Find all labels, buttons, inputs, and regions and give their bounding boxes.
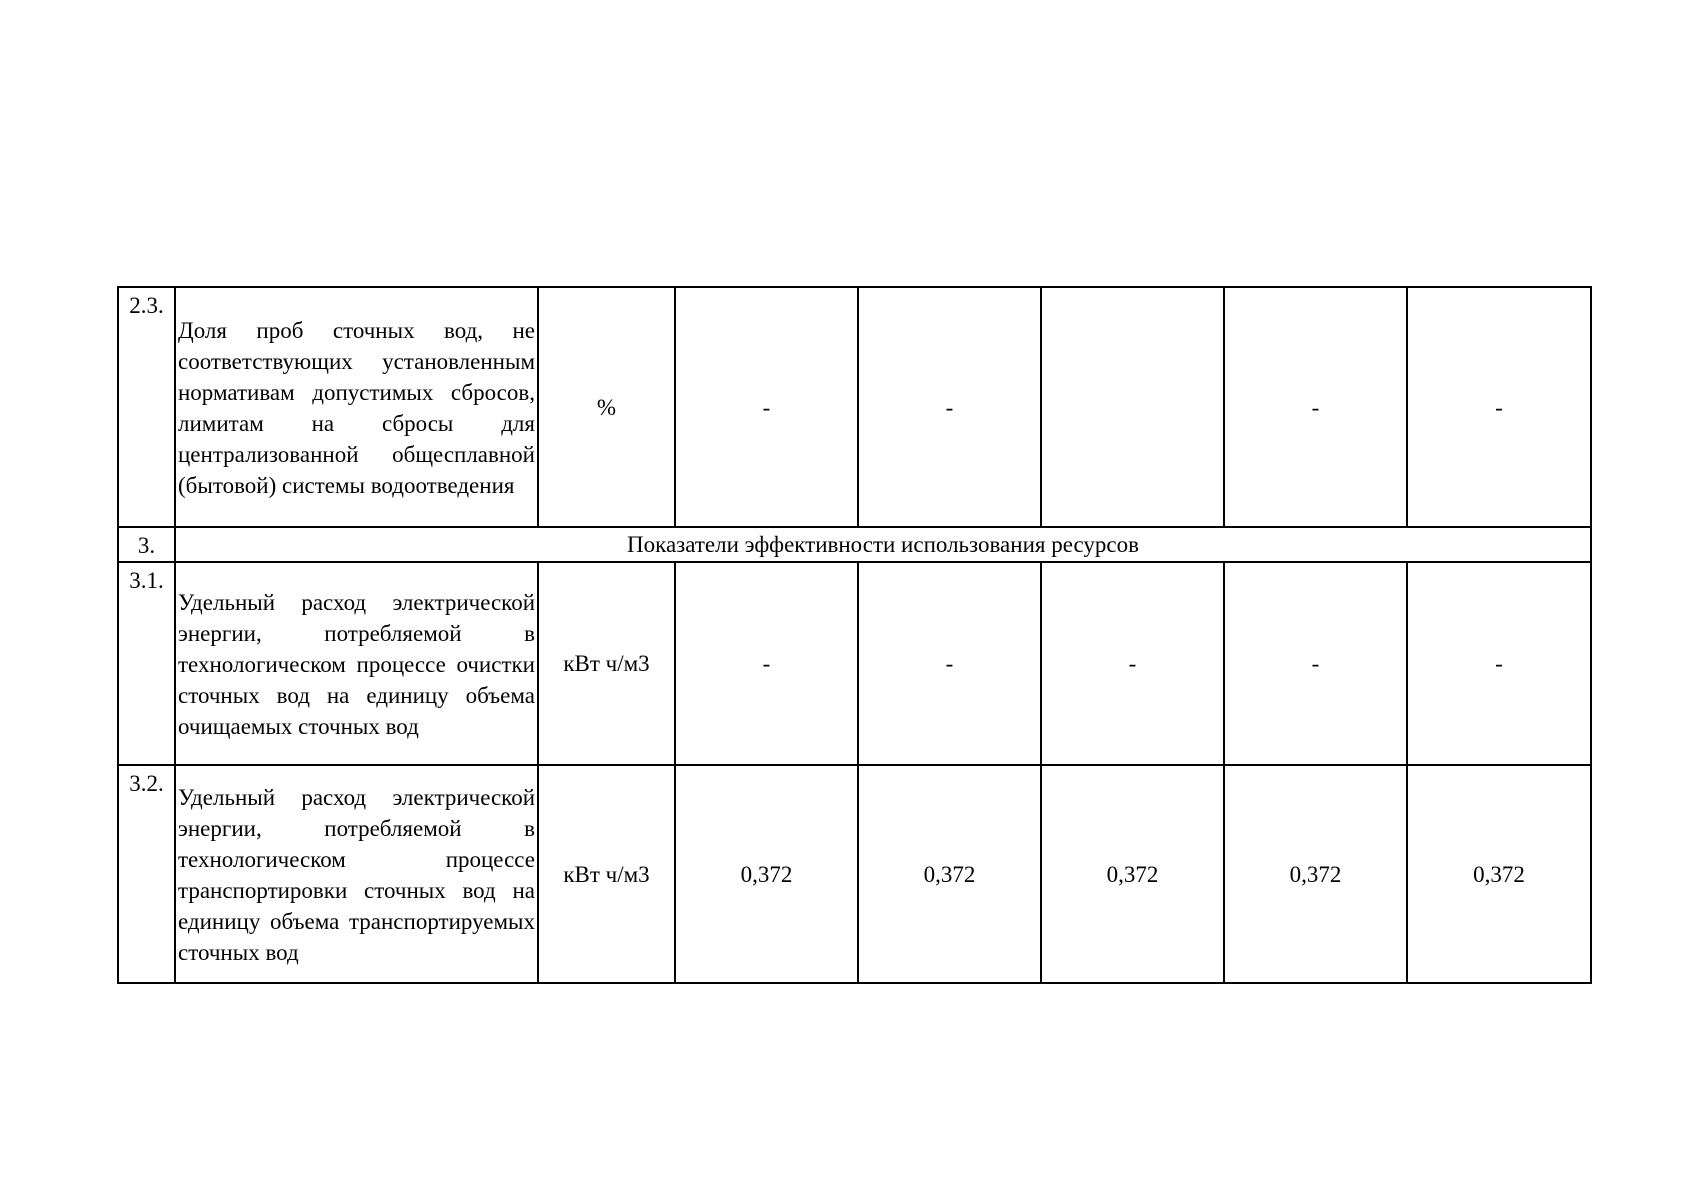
row-number: 2.3.: [118, 287, 175, 527]
value-cell: -: [1041, 562, 1224, 765]
value-cell: 0,372: [1224, 765, 1407, 983]
value-cell: -: [1224, 287, 1407, 527]
value-cell: -: [675, 562, 858, 765]
indicator-description: Удельный расход электрической энергии, потребляемой в технологическом процессе очистки сточных вод на единицу объема очищаемых сточных вод: [175, 562, 538, 765]
value-cell: -: [1224, 562, 1407, 765]
indicators-table-wrapper: [117, 286, 1590, 984]
value-cell: -: [858, 562, 1041, 765]
unit-cell: кВт ч/м3: [538, 562, 675, 765]
value-cell: 0,372: [1041, 765, 1224, 983]
indicator-description: Доля проб сточных вод, не соответствующих установленным нормативам допустимых сбросов, лимитам на сбросы для централизованной общесплавной (бытовой) системы водоотведения: [175, 287, 538, 527]
value-cell: 0,372: [1407, 765, 1591, 983]
value-cell: -: [1407, 287, 1591, 527]
section-number: 3.: [118, 527, 175, 562]
value-cell: -: [858, 287, 1041, 527]
table-row: [118, 287, 1591, 527]
table-row: [118, 765, 1591, 983]
indicator-description: Удельный расход электрической энергии, потребляемой в технологическом процессе транспортировки сточных вод на единицу объема транспортируемых сточных вод: [175, 765, 538, 983]
unit-cell: кВт ч/м3: [538, 765, 675, 983]
row-number: 3.1.: [118, 562, 175, 765]
table-row: [118, 562, 1591, 765]
indicators-table: [117, 286, 1592, 984]
value-cell: 0,372: [675, 765, 858, 983]
section-title: Показатели эффективности использования ресурсов: [175, 527, 1591, 562]
unit-cell: %: [538, 287, 675, 527]
row-number: 3.2.: [118, 765, 175, 983]
value-cell: -: [1407, 562, 1591, 765]
value-cell: [1041, 287, 1224, 527]
section-row: [118, 527, 1591, 562]
value-cell: 0,372: [858, 765, 1041, 983]
value-cell: -: [675, 287, 858, 527]
